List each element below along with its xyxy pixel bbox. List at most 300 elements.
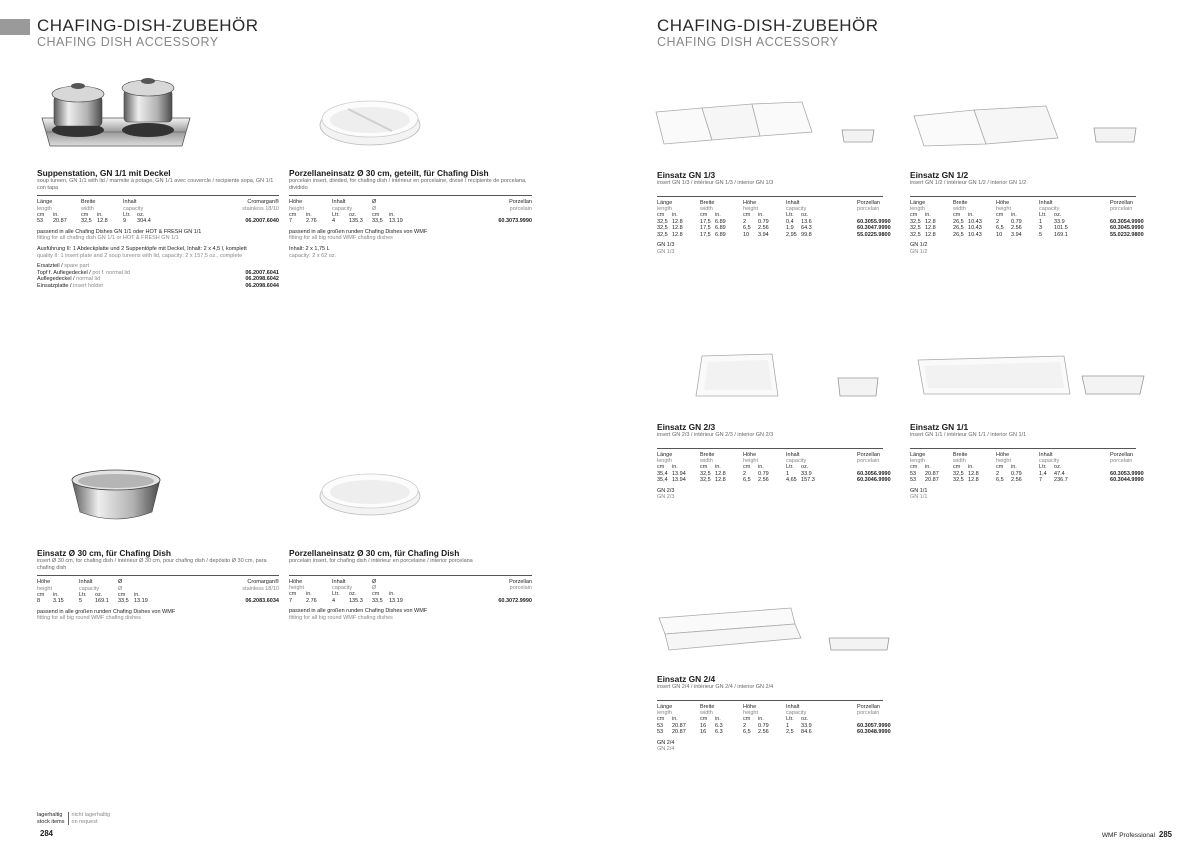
table-row (289, 598, 532, 604)
cell: 13.19 (389, 597, 403, 604)
product-title: Einsatz GN 2/3 (657, 422, 716, 432)
cell: 10.43 (968, 225, 982, 232)
cell: 6,5 (996, 477, 1004, 484)
product-subtitle: insert GN 2/4 / intérieur GN 2/4 / interior GN 2/4 (657, 684, 774, 690)
unit: Ltr. (786, 464, 794, 471)
table-row (37, 218, 279, 224)
cell: 9 (123, 218, 127, 225)
cell: 0.79 (758, 722, 769, 729)
page-tab-marker (0, 19, 30, 35)
cell: 157.3 (801, 477, 815, 484)
col-header: Länge (37, 199, 53, 206)
unit: in. (758, 464, 764, 471)
cell: 35,4 (657, 470, 668, 477)
spare-name: Auflegedeckel (37, 276, 72, 283)
cell: 17,5 (700, 225, 711, 232)
cell: 6.89 (715, 231, 726, 238)
cell: 17,5 (700, 218, 711, 225)
spare-name: Topf f. Auflegedeckel (37, 269, 88, 276)
spare-label-en: spare part (64, 263, 89, 270)
col-header: Länge (910, 199, 926, 206)
product-subtitle: porcelain insert, for chafing dish / intérieur en porcelaine / interior porcelana (289, 558, 473, 564)
spec-table (37, 575, 279, 605)
spec-table (657, 196, 891, 238)
soup-station-image (36, 74, 196, 156)
cell: 10 (743, 231, 750, 238)
cell: 12.8 (715, 470, 726, 477)
cell: 53 (910, 477, 917, 484)
gn-size-en: GN 1/1 (910, 494, 928, 501)
unit: cm (996, 464, 1004, 471)
col-header: porcelain (857, 458, 880, 464)
article-number: 06.2083.6034 (245, 598, 279, 605)
product-title: Porzellaneinsatz Ø 30 cm, für Chafing Dish (289, 548, 460, 558)
article-number: 06.2007.6041 (245, 269, 279, 276)
col-header: capacity (1039, 206, 1060, 212)
unit: in. (925, 464, 931, 471)
legend-stock-de: lagerhaltig (37, 812, 63, 818)
col-header: Porzellan (509, 578, 532, 585)
cell: 2.56 (1011, 477, 1022, 484)
cell: 32,5 (910, 218, 921, 225)
col-header: capacity (786, 458, 807, 464)
unit: in. (306, 212, 312, 218)
cell: 1 (1039, 218, 1043, 225)
cell: 32,5 (910, 225, 921, 232)
cell: 3.15 (53, 598, 64, 605)
cell: 0.79 (1011, 470, 1022, 477)
col-header-en: length (37, 205, 52, 212)
cell: 20.87 (925, 477, 939, 484)
article-number: 55.0225.9800 (857, 231, 891, 238)
cell: 2.56 (758, 477, 769, 484)
col-header: Inhalt (786, 199, 800, 206)
cell: 236.7 (1054, 477, 1068, 484)
col-header-en: capacity (123, 205, 144, 212)
cell: 12.8 (672, 225, 683, 232)
gn-size-en: GN 2/4 (657, 746, 675, 753)
gn-2-4-image (655, 604, 895, 654)
unit: in. (672, 212, 678, 219)
cell: 13.94 (672, 477, 686, 484)
col-header: width (700, 710, 713, 716)
cell: 6,5 (743, 729, 751, 736)
cell: 32,5 (657, 225, 668, 232)
cell: 1 (786, 722, 790, 729)
col-header: Höhe (37, 579, 51, 586)
col-header: capacity (786, 710, 807, 716)
col-header-en: stainless 18/10 (242, 205, 279, 212)
gn-size: GN 2/4 (657, 739, 675, 746)
unit: in. (925, 212, 931, 219)
col-header: Inhalt (1039, 199, 1053, 206)
col-header: Ø (372, 578, 377, 585)
cell: 6.3 (715, 729, 723, 736)
unit: Ltr. (123, 212, 131, 218)
cell: 53 (37, 218, 44, 225)
cell: 12.8 (715, 477, 726, 484)
page-title: CHAFING-DISH-ZUBEHÖR (37, 16, 259, 35)
product-steel-insert (37, 548, 279, 622)
cell: 32,5 (700, 477, 711, 484)
product-subtitle: soup tureen, GN 1/1 with lid / marmite à potage, GN 1/1 avec couvercle / recipiente sopa, GN 1/1 con tapa (37, 178, 274, 191)
spare-row: Auflegedeckel / normal lid 06.2098.6042 (37, 276, 279, 283)
unit: in. (672, 464, 678, 471)
cell: 12.8 (925, 218, 936, 225)
cell: 32,5 (953, 470, 964, 477)
unit: cm (118, 592, 126, 598)
cell: 5 (1039, 231, 1043, 238)
product-soup-station (37, 168, 279, 290)
cell: 13.19 (389, 218, 403, 225)
unit: in. (715, 464, 721, 471)
cell: 32,5 (700, 470, 711, 477)
cell: 33,5 (372, 597, 383, 604)
col-header: Inhalt (332, 578, 346, 585)
article-number: 60.3073.9990 (498, 218, 532, 225)
col-header: height (996, 206, 1012, 212)
note: passend in alle großen runden Chafing Dishes von WMF (289, 228, 428, 235)
header-right (657, 16, 879, 50)
col-header: Ø (372, 199, 377, 206)
col-header: Breite (953, 199, 968, 206)
unit: oz. (137, 212, 145, 218)
cell: 6,5 (996, 225, 1004, 232)
col-header: capacity (786, 206, 807, 212)
col-header: Höhe (743, 451, 757, 458)
unit: Ltr. (79, 592, 87, 598)
brand-name: WMF Professional (1101, 832, 1155, 839)
cell: 13.6 (801, 218, 812, 225)
col-header: porcelain (1110, 458, 1133, 464)
cell: 135.3 (349, 597, 363, 604)
gn-size-en: GN 1/2 (910, 248, 928, 255)
note: passend in alle großen runden Chafing Dishes von WMF (289, 608, 428, 615)
gn-1-1-image (914, 352, 1154, 398)
spare-name-en: pot f. normal lid (92, 269, 130, 276)
table-row (37, 598, 279, 604)
cell: 32,5 (81, 218, 92, 225)
col-header: Inhalt (79, 579, 93, 586)
note: passend in alle Chafing Dishes GN 1/1 oder HOT & FRESH GN 1/1 (37, 228, 202, 235)
product-subtitle: porcelain insert, divided, for chafing dish / intérieur en porcelaine, divisé / recipiente de porcelana, dividido (289, 178, 527, 191)
article-number: 60.3056.9990 (857, 470, 891, 477)
unit: in. (389, 591, 395, 598)
col-header: Breite (81, 199, 96, 206)
unit: cm (289, 212, 297, 218)
cell: 2.76 (306, 218, 317, 225)
cell: 101.5 (1054, 225, 1068, 232)
col-header: Breite (953, 451, 968, 458)
legend-stock-en: stock items (37, 818, 65, 825)
unit: cm (700, 212, 708, 219)
cell: 10 (996, 231, 1003, 238)
note: Ausführung II: 1 Abdeckplatte und 2 Suppentöpfe mit Deckel, Inhalt: 2 x 4,5 l, komplett (37, 246, 247, 252)
unit: Ltr. (332, 591, 340, 598)
cell: 12.8 (968, 477, 979, 484)
product-r3 (657, 422, 891, 501)
product-r1 (657, 170, 891, 255)
cell: 6.89 (715, 218, 726, 225)
col-header: length (910, 206, 925, 212)
spare-label: Ersatzteil (37, 263, 60, 270)
cell: 12.8 (97, 218, 108, 225)
col-header-en: width (81, 205, 94, 212)
product-r4 (910, 422, 1144, 501)
unit: cm (81, 212, 89, 218)
spec-table (37, 195, 279, 225)
unit: oz. (95, 592, 103, 598)
col-header: height (743, 458, 759, 464)
article-number: 60.3044.9990 (1110, 477, 1144, 484)
col-header: Inhalt (123, 199, 137, 206)
page-number-left: 284 (40, 829, 54, 838)
cell: 53 (657, 722, 664, 729)
col-header: height (996, 458, 1012, 464)
note-en: fitting for all chafing dish GN 1/1 or HOT & FRESH GN 1/1 (37, 235, 179, 242)
unit: cm (700, 716, 708, 723)
table-row (289, 218, 532, 224)
spec-table (657, 448, 891, 484)
unit: in. (968, 212, 974, 219)
spec-table (910, 196, 1144, 238)
gn-size: GN 2/3 (657, 487, 675, 494)
col-header-en: stainless 18/10 (242, 585, 279, 592)
col-header-en: porcelain (509, 585, 532, 591)
unit: Ltr. (786, 716, 794, 723)
unit: cm (372, 212, 380, 218)
cell: 0,4 (786, 218, 794, 225)
cell: 135.3 (349, 218, 363, 225)
cell: 26,5 (953, 225, 964, 232)
cell: 20.87 (672, 729, 686, 736)
col-header: Porzellan (857, 199, 880, 206)
unit: in. (715, 212, 721, 219)
cell: 35,4 (657, 477, 668, 484)
col-header: height (743, 206, 759, 212)
cell: 84.6 (801, 729, 812, 736)
cell: 12.8 (968, 470, 979, 477)
spec-table (910, 448, 1144, 484)
col-header: Ø (118, 579, 123, 586)
product-subtitle: insert GN 1/1 / intérieur GN 1/1 / interior GN 1/1 (910, 432, 1027, 438)
unit: cm (37, 592, 45, 598)
cell: 12.8 (672, 231, 683, 238)
cell: 6.89 (715, 225, 726, 232)
cell: 6,5 (743, 477, 751, 484)
spare-parts: Ersatzteil / spare part Topf f. Auflegedeckel / pot f. normal lid 06.2007.6041 Auflegedeckel / normal lid 06.2098.6042 Einsatzplatte / insert holder 06.2098.6044 (37, 263, 279, 289)
col-header-en: Ø (372, 585, 377, 591)
unit: cm (953, 464, 961, 471)
gn-2-3-image (692, 352, 882, 400)
col-header: porcelain (1110, 206, 1133, 212)
unit: in. (1011, 212, 1017, 219)
cell: 2 (743, 470, 747, 477)
cell: 3.94 (758, 231, 769, 238)
cell: 2.76 (306, 597, 317, 604)
article-number: 60.3057.9990 (857, 722, 891, 729)
cell: 32,5 (910, 231, 921, 238)
cell: 5 (79, 598, 83, 605)
col-header: Breite (700, 451, 715, 458)
cell: 26,5 (953, 231, 964, 238)
table-row (657, 729, 883, 735)
page-subtitle: CHAFING DISH ACCESSORY (657, 35, 839, 49)
cell: 3 (1039, 225, 1043, 232)
steel-insert-image (68, 466, 164, 524)
unit: in. (758, 212, 764, 219)
cell: 8 (37, 598, 41, 605)
spare-row: Topf f. Auflegedeckel / pot f. normal lid 06.2007.6041 (37, 269, 279, 276)
cell: 33,5 (118, 598, 129, 605)
unit: in. (134, 592, 140, 598)
col-header: length (657, 710, 672, 716)
product-porcelain-insert (289, 548, 532, 621)
unit: Ltr. (786, 212, 794, 219)
article-number: 60.3046.9990 (857, 477, 891, 484)
gn-size-en: GN 1/3 (657, 248, 675, 255)
cell: 17,5 (700, 231, 711, 238)
cell: 33.9 (801, 470, 812, 477)
cell: 20.87 (925, 470, 939, 477)
cell: 169.1 (95, 598, 109, 605)
col-header: length (657, 458, 672, 464)
product-subtitle: insert GN 2/3 / intérieur GN 2/3 / interior GN 2/3 (657, 432, 774, 438)
col-header: Cromargan® (247, 199, 279, 206)
spare-name: Einsatzplatte (37, 282, 69, 289)
unit: in. (758, 716, 764, 723)
product-r5 (657, 674, 891, 753)
col-header: height (743, 710, 759, 716)
table-row (657, 477, 883, 483)
gn-size: GN 1/1 (910, 487, 928, 494)
legend-request-de: nicht lagerhaltig (71, 812, 111, 818)
cell: 0.79 (758, 470, 769, 477)
unit: cm (289, 591, 297, 598)
unit: cm (953, 212, 961, 219)
col-header-en: height (289, 205, 304, 212)
unit: cm (372, 591, 380, 598)
cell: 10.43 (968, 218, 982, 225)
legend-request-en: on request (71, 818, 98, 825)
cell: 0.79 (1011, 218, 1022, 225)
product-subtitle: insert GN 1/2 / intérieur GN 1/2 / interior GN 1/2 (910, 180, 1027, 186)
unit: cm (910, 464, 918, 471)
page-subtitle: CHAFING DISH ACCESSORY (37, 35, 219, 49)
col-header: Porzellan (1110, 451, 1133, 458)
col-header: Porzellan (509, 199, 532, 206)
unit: cm (657, 212, 665, 219)
unit: in. (306, 591, 312, 598)
cell: 2,95 (786, 231, 797, 238)
col-header: Breite (700, 199, 715, 206)
article-number: 60.3048.9990 (857, 729, 891, 736)
unit: in. (715, 716, 721, 723)
cell: 26,5 (953, 218, 964, 225)
col-header: Porzellan (857, 703, 880, 710)
article-number: 55.0232.9800 (1110, 231, 1144, 238)
unit: oz. (349, 212, 357, 218)
unit: oz. (801, 212, 809, 219)
cell: 13.94 (672, 470, 686, 477)
cell: 1,9 (786, 225, 794, 232)
spec-table (289, 195, 532, 225)
col-header: Höhe (743, 703, 757, 710)
unit: cm (996, 212, 1004, 219)
col-header: Länge (657, 451, 673, 458)
cell: 13.19 (134, 598, 148, 605)
col-header: Höhe (289, 578, 303, 585)
cell: 16 (700, 722, 707, 729)
cell: 2.56 (758, 225, 769, 232)
cell: 2 (996, 218, 1000, 225)
cell: 7 (1039, 477, 1043, 484)
cell: 2.56 (758, 729, 769, 736)
article-number: 60.3054.9990 (1110, 218, 1144, 225)
col-header: porcelain (857, 206, 880, 212)
spec-table (289, 575, 532, 605)
cell: 53 (657, 729, 664, 736)
unit: cm (743, 716, 751, 723)
unit: cm (743, 464, 751, 471)
cell: 1 (786, 470, 790, 477)
cell: 12.8 (925, 225, 936, 232)
gn-size-en: GN 2/3 (657, 494, 675, 501)
note-en: fitting for all big round WMF chafing dishes (289, 235, 393, 242)
unit: oz. (349, 591, 357, 598)
col-header: length (910, 458, 925, 464)
cell: 32,5 (657, 231, 668, 238)
note-en: capacity: 2 x 62 oz. (289, 252, 337, 259)
note: passend in alle großen runden Chafing Dishes von WMF (37, 608, 176, 615)
cell: 12.8 (925, 231, 936, 238)
cell: 20.87 (53, 218, 67, 225)
cell: 99.8 (801, 231, 812, 238)
unit: Ltr. (1039, 212, 1047, 219)
col-header: Höhe (743, 199, 757, 206)
cell: 0.79 (758, 218, 769, 225)
unit: oz. (801, 464, 809, 471)
gn-1-2-image (910, 102, 1140, 148)
col-header: Höhe (996, 199, 1010, 206)
cell: 6,5 (743, 225, 751, 232)
unit: cm (743, 212, 751, 219)
unit: in. (97, 212, 103, 218)
article-number: 60.3055.9990 (857, 218, 891, 225)
cell: 169.1 (1054, 231, 1068, 238)
col-header: Porzellan (857, 451, 880, 458)
cell: 4,65 (786, 477, 797, 484)
porcelain-insert-image (318, 470, 422, 518)
product-divided-porcelain-insert (289, 168, 532, 259)
col-header: length (657, 206, 672, 212)
article-number: 06.2007.6040 (245, 218, 279, 225)
cell: 20.87 (672, 722, 686, 729)
col-header: Cromargan® (247, 579, 279, 586)
product-title: Suppenstation, GN 1/1 mit Deckel (37, 168, 171, 178)
unit: cm (657, 716, 665, 723)
product-subtitle: insert GN 1/3 / intérieur GN 1/3 / interior GN 1/3 (657, 180, 774, 186)
cell: 6.3 (715, 722, 723, 729)
spare-row: Einsatzplatte / insert holder 06.2098.6044 (37, 282, 279, 289)
unit: Ltr. (332, 212, 340, 218)
gn-size: GN 1/2 (910, 242, 928, 249)
cell: 33.9 (801, 722, 812, 729)
col-header: Höhe (289, 199, 303, 206)
cell: 64.3 (801, 225, 812, 232)
note-en: fitting for all big round WMF chafing dishes (289, 614, 393, 621)
cell: 3.94 (1011, 231, 1022, 238)
